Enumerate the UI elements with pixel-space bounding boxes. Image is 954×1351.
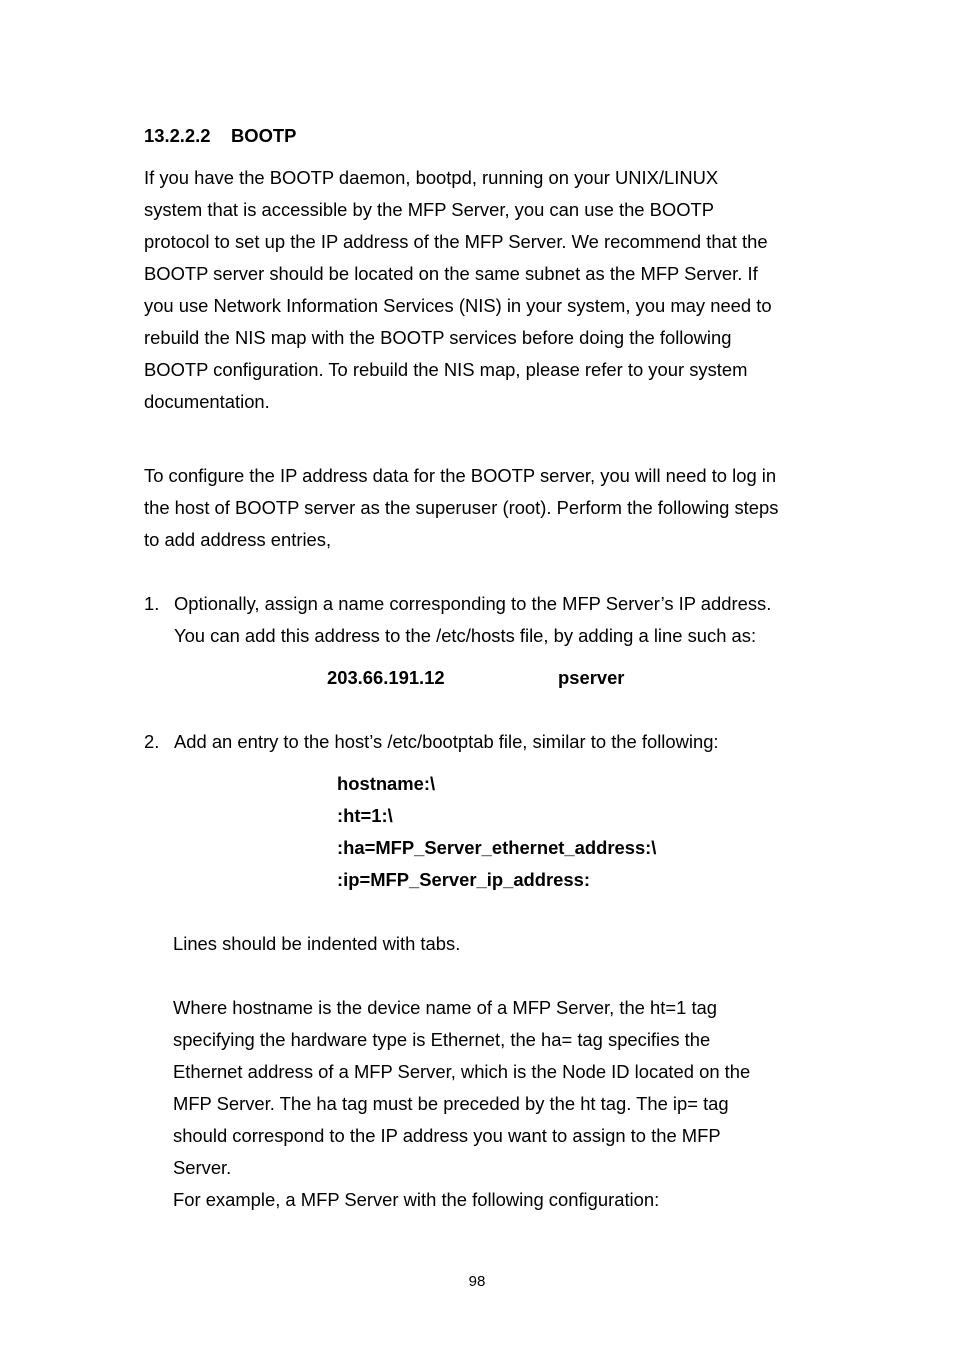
configure-line: To configure the IP address data for the BOOTP server, you will need to log in: [144, 465, 777, 486]
intro-line: If you have the BOOTP daemon, bootpd, running on your UNIX/LINUX: [144, 167, 719, 188]
section-number: 13.2.2.2: [144, 125, 211, 146]
bootptab-line: :ha=MFP_Server_ethernet_address:\: [337, 837, 657, 858]
bootptab-line: :ht=1:\: [337, 805, 393, 826]
tabs-note: Lines should be indented with tabs.: [173, 933, 461, 954]
step-number: 2.: [144, 731, 160, 752]
where-line: Where hostname is the device name of a MFP Server, the ht=1 tag: [173, 997, 718, 1018]
configure-line: to add address entries,: [144, 529, 332, 550]
intro-line: documentation.: [144, 391, 270, 412]
page-number: 98: [468, 1273, 486, 1290]
hosts-name: pserver: [558, 667, 625, 688]
where-line: Ethernet address of a MFP Server, which is the Node ID located on the: [173, 1061, 751, 1082]
step-line: Optionally, assign a name corresponding to the MFP Server’s IP address.: [174, 593, 772, 614]
intro-line: rebuild the NIS map with the BOOTP services before doing the following: [144, 327, 732, 348]
step-number: 1.: [144, 593, 160, 614]
intro-line: system that is accessible by the MFP Server, you can use the BOOTP: [144, 199, 715, 220]
where-line: specifying the hardware type is Ethernet, the ha= tag specifies the: [173, 1029, 711, 1050]
bootptab-line: hostname:\: [337, 773, 436, 794]
step-line: You can add this address to the /etc/hosts file, by adding a line such as:: [174, 625, 757, 646]
step-line: Add an entry to the host’s /etc/bootptab file, similar to the following:: [174, 731, 719, 752]
section-title: BOOTP: [231, 125, 297, 146]
where-line: Server.: [173, 1157, 232, 1178]
configure-line: the host of BOOTP server as the superuser (root). Perform the following steps: [144, 497, 779, 518]
hosts-ip: 203.66.191.12: [327, 667, 445, 688]
intro-line: BOOTP server should be located on the same subnet as the MFP Server. If: [144, 263, 758, 284]
intro-line: protocol to set up the IP address of the MFP Server. We recommend that the: [144, 231, 768, 252]
where-line: should correspond to the IP address you want to assign to the MFP: [173, 1125, 721, 1146]
where-line: MFP Server. The ha tag must be preceded by the ht tag. The ip= tag: [173, 1093, 729, 1114]
bootptab-line: :ip=MFP_Server_ip_address:: [337, 869, 590, 890]
where-line: For example, a MFP Server with the following configuration:: [173, 1189, 660, 1210]
intro-line: you use Network Information Services (NIS) in your system, you may need to: [144, 295, 772, 316]
section-heading: [144, 124, 296, 148]
intro-line: BOOTP configuration. To rebuild the NIS map, please refer to your system: [144, 359, 748, 380]
